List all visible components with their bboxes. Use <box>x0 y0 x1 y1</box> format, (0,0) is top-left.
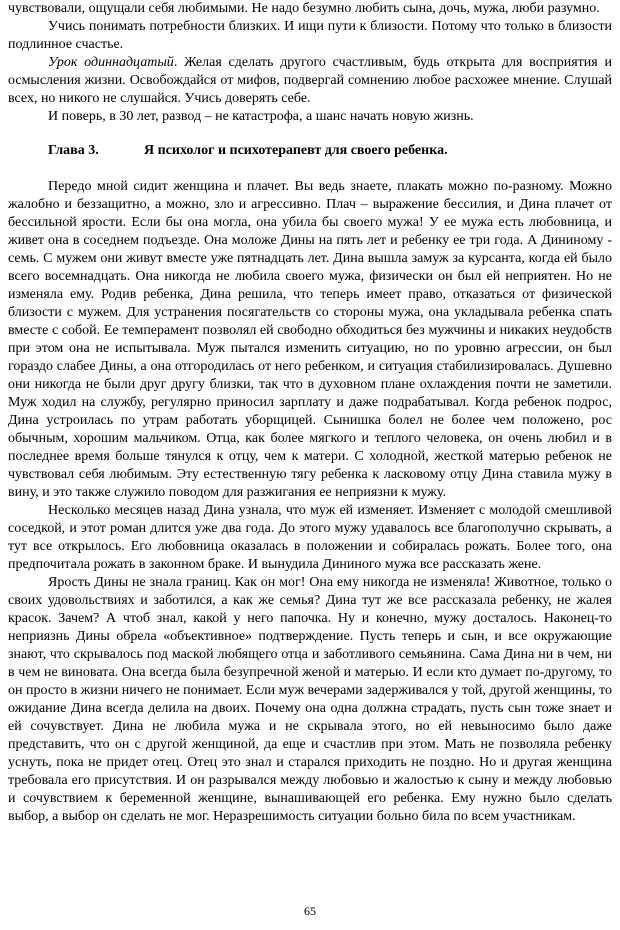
chapter-heading <box>48 142 612 160</box>
paragraph: Передо мной сидит женщина и плачет. Вы ведь знаете, плакать можно по-разному. Можно жалобно и беззащитно, а можно, зло и агрессивно. Плач – выражение бессилия, и Дина плачет от бессильной ярости. Если бы она могла, она убила бы своего мужа! У ее мужа есть любовница, и живет она в соседнем подъезде. Она моложе Дины на пять лет и ребенку ее три года. А Дининому - семь. С мужем они живут вместе уже пятнадцать лет. Дина вышла замуж за курсанта, когда ей было всего восемнадцать. Она никогда не любила своего мужа, физически он был ей неприятен. Но не изменяла ему. Родив ребенка, Дина решила, что теперь имеет право, отказаться от физической близости с мужем. Для устранения посягательств со стороны мужа, она укладывала ребенка спать вместе с собой. Ее темперамент позволял ей свободно обходиться без мужчины и никаких неудобств при этом она не испытывала. Муж пытался изменить ситуацию, но по уровню агрессии, он был гораздо слабее Дины, а она отгородилась от него ребенком, и ситуация стабилизировалась. Душевно они никогда не были друг другу близки, так что в духовном плане охлаждения почти не заметили. Муж ходил на службу, регулярно приносил зарплату и даже подрабатывал. Когда ребенок подрос, Дина устроилась по утрам работать уборщицей. Сынишка болел не более чем положено, рос обычным, хорошим мальчиком. Отца, как более мягкого и теплого человека, он очень любил и в последнее время больше тянулся к отцу, чем к матери. С холодной, жесткой матерью ребенок не чувствовал себя любимым. Эту естественную тягу ребенка к ласковому отцу Дина ставила мужу в вину, и это также служило поводом для разжигания ее неприязни к мужу. <box>8 179 612 500</box>
chapter-number: Глава 3. <box>48 143 99 158</box>
paragraph-lesson-eleven <box>8 54 612 108</box>
paragraph: Ярость Дины не знала границ. Как он мог! Она ему никогда не изменяла! Животное, только о своих удовольствиях и заботился, а как же семья? Дина тут же все рассказала ребенку, не жалея красок. Зачем? А чтоб знал, какой у него папочка. Ну и конечно, мужу досталось. Наконец-то неприязнь Дины обрела «объективное» подтверждение. Пусть теперь и сын, и все окружающие знают, что скрывалось под маской любящего отца и заботливого семьянина. Сама Дина ни в чем, ни в чем не виновата. Она всегда была безупречной женой и матерью. И если кто думает по-другому, то он просто в жизни ничего не понимает. Если муж вечерами задерживался у той, другой женщины, то ожидание Дина всегда делила на двоих. Почему она одна должна страдать, пусть сын тоже знает и ей сочувствует. Дина не любила мужа и не скрывала этого, но ей невыносимо было даже представить, что он с другой женщиной, да еще и счастлив при этом. Мать не позволяла ребенку уснуть, пока не придет отец. Отец это знал и старался приходить не поздно. Но и другая женщина требовала его присутствия. И он разрывался между любовью и жалостью к сыну и между любовью и сочувствием к беременной женщине, вынашивающей его ребенка. Ему нужно было сделать выбор, а выбор он сделать не мог. Неразрешимость ситуации больно била по всем участникам. <box>8 575 612 824</box>
lesson-text: . Желая сделать другого счастливым, будь открыта для восприятия и осмысления жизни. Освобождайся от мифов, подвергай сомнению любое расхожее мнение. Слушай всех, но никого не слушайся. Учись доверять себе. <box>8 55 612 106</box>
paragraph: Несколько месяцев назад Дина узнала, что муж ей изменяет. Изменяет с молодой смешливой соседкой, и этот роман длится уже два года. До этого мужу удавалось все благополучно скрывать, а тут все открылось. Его любовница оказалась в положении и собиралась рожать. Более того, она предпочитала рожать в законном браке. И вынудила Дининого мужа все рассказать жене. <box>8 503 612 572</box>
paragraph-continued: чувствовали, ощущали себя любимыми. Не надо безумно любить сына, дочь, мужа, люби разумно. <box>8 1 600 16</box>
paragraph: Учись понимать потребности близких. И ищи пути к близости. Потому что только в близости подлинное счастье. <box>8 19 612 52</box>
lesson-title: Урок одиннадцатый <box>48 55 174 70</box>
paragraph: И поверь, в 30 лет, развод – не катастрофа, а шанс начать новую жизнь. <box>48 109 474 124</box>
page-number: 65 <box>304 904 316 918</box>
chapter-title: Я психолог и психотерапевт для своего ребенка. <box>144 143 448 158</box>
